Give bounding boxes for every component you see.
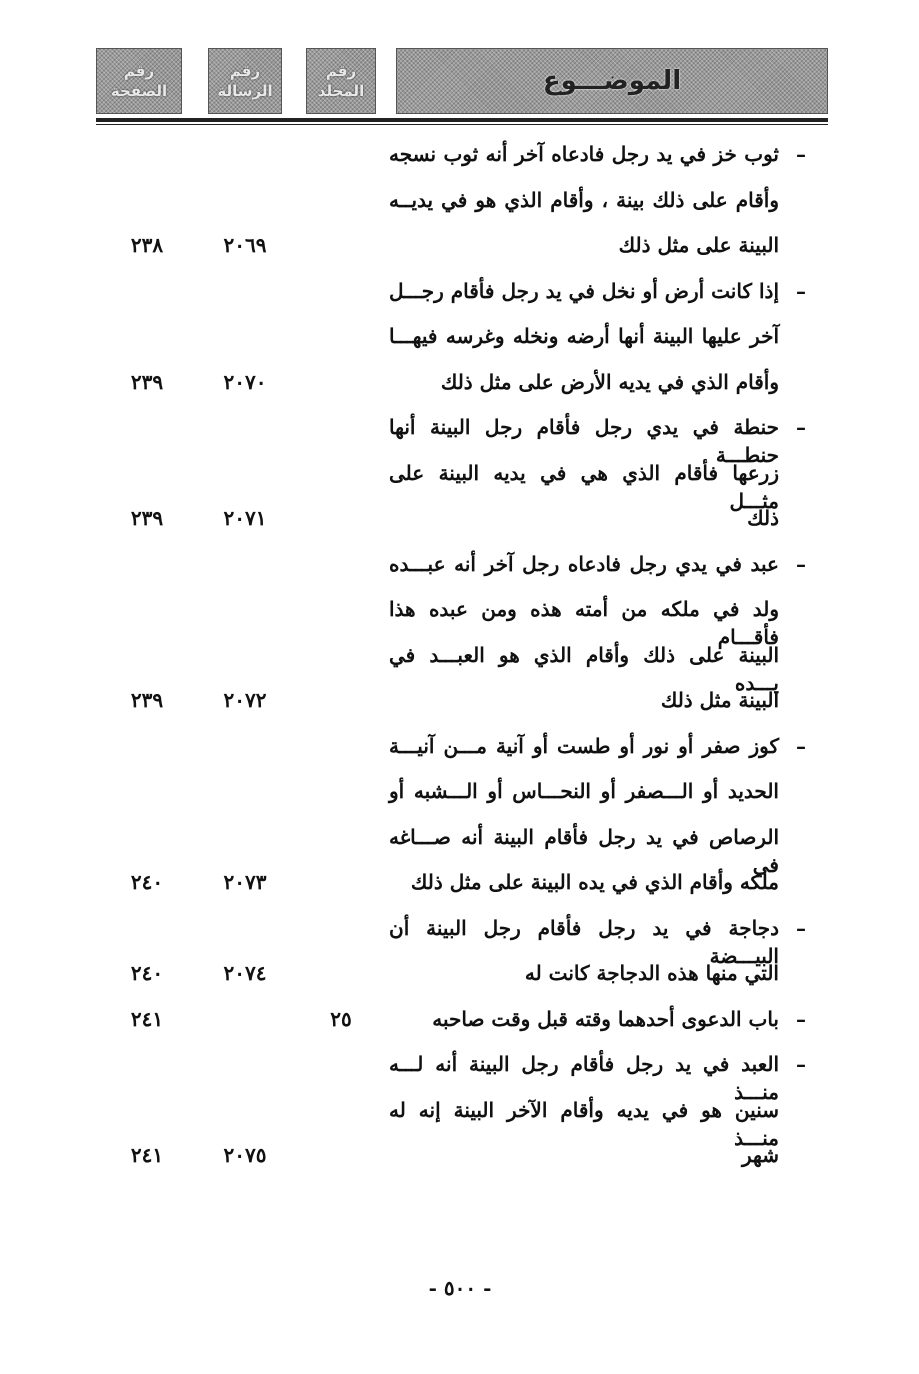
table-header	[96, 48, 828, 128]
entry-volume-number: ٢٥	[330, 1006, 352, 1031]
entry-line: باب الدعوى أحدهما وقته قبل وقت صاحبه	[432, 1006, 779, 1031]
entry-line: سنين هو في يديه وأقام الآخر البينة إنه له منـــذ	[389, 1097, 779, 1150]
entry-dash: –	[796, 1052, 806, 1076]
header-topic-label: الموضـــوع	[542, 66, 682, 96]
header-page-label-1: رقم	[123, 62, 155, 80]
entry-line: آخر عليها البينة أنها أرضه ونخله وغرسه فيهـــا	[389, 324, 779, 348]
entry-letter-number: ٢٠٧٤	[223, 961, 267, 985]
entry-line: الحديد أو الـــصفر أو النحـــاس أو الـــشبه أو	[389, 779, 779, 803]
header-volume-label-1: رقم	[325, 62, 357, 80]
entry-page-number: ٢٤٠	[130, 870, 164, 894]
entry-line: البينة على ذلك وأقام الذي هو العبـــد في يـــده	[389, 642, 779, 695]
entry-letter-number: ٢٠٧٢	[223, 688, 267, 712]
header-page-label-2: الصفحة	[110, 82, 168, 100]
entry-page-number: ٢٣٩	[130, 688, 164, 712]
entry-line: شهر	[741, 1143, 779, 1167]
entry-line: كوز صفر أو نور أو طست أو آنية مـــن آنيـــة	[389, 733, 779, 758]
header-rule-thin	[96, 124, 828, 125]
entry-line: ملكه وأقام الذي في يده البينة على مثل ذلك	[410, 870, 779, 894]
entry-line: دجاجة في يد رجل فأقام رجل البينة أن البيـــضة	[389, 915, 779, 968]
entry-dash: –	[796, 142, 806, 166]
entry-dash: –	[796, 551, 806, 576]
entry-page-number: ٢٤١	[130, 1143, 164, 1167]
entry-dash: –	[796, 915, 806, 940]
header-letter-label-2: الرسالة	[217, 82, 273, 100]
header-volume-number	[306, 48, 376, 114]
entry-page-number: ٢٤٠	[130, 961, 164, 985]
entry-line: التي منها هذه الدجاجة كانت له	[524, 961, 779, 985]
entry-letter-number: ٢٠٧٠	[223, 369, 267, 394]
entry-line: ذلك	[747, 506, 779, 530]
entry-line: البينة مثل ذلك	[660, 688, 779, 712]
entry-page-number: ٢٣٩	[130, 506, 164, 530]
entry-page-number: ٢٣٨	[130, 233, 164, 257]
entry-line: زرعها فأقام الذي هي في يديه البينة على مثـــل	[389, 460, 779, 513]
entry-letter-number: ٢٠٧٣	[223, 870, 267, 894]
entry-line: عبد في يدي رجل فادعاه رجل آخر أنه عبـــده	[389, 551, 779, 576]
entry-line: وأقام الذي في يديه الأرض على مثل ذلك	[440, 369, 779, 394]
entry-line: ثوب خز في يد رجل فادعاه آخر أنه ثوب نسجه	[389, 142, 779, 166]
entry-line: البينة على مثل ذلك	[618, 233, 779, 257]
entry-letter-number: ٢٠٧٥	[223, 1143, 267, 1167]
entry-line: ولد في ملكه من أمته هذه ومن عبده هذا فأقـــام	[389, 597, 779, 649]
header-topic	[396, 48, 828, 114]
entry-page-number: ٢٤١	[130, 1006, 164, 1031]
entry-dash: –	[796, 1006, 806, 1031]
header-letter-number	[208, 48, 282, 114]
entry-dash: –	[796, 278, 806, 303]
header-rule-thick	[96, 118, 828, 122]
entry-line: إذا كانت أرض أو نخل في يد رجل فأقام رجـــل	[389, 278, 779, 303]
header-page-number	[96, 48, 182, 114]
entry-line: حنطة في يدي رجل فأقام رجل البينة أنها حنطـــة	[389, 415, 779, 467]
entry-line: وأقام على ذلك بينة ، وأقام الذي هو في يديــه	[389, 187, 779, 212]
entry-letter-number: ٢٠٧١	[223, 506, 267, 530]
page-number: - ٥٠٠ -	[428, 1276, 492, 1300]
header-letter-label-1: رقم	[229, 62, 261, 80]
entry-line: العبد في يد رجل فأقام رجل البينة أنه لـــه منـــذ	[389, 1052, 779, 1104]
entry-dash: –	[796, 733, 806, 758]
entry-page-number: ٢٣٩	[130, 369, 164, 394]
entry-dash: –	[796, 415, 806, 439]
entry-line: الرصاص في يد رجل فأقام البينة أنه صـــاغه في	[389, 824, 779, 877]
entry-letter-number: ٢٠٦٩	[223, 233, 267, 257]
header-volume-label-2: المجلد	[317, 82, 365, 100]
